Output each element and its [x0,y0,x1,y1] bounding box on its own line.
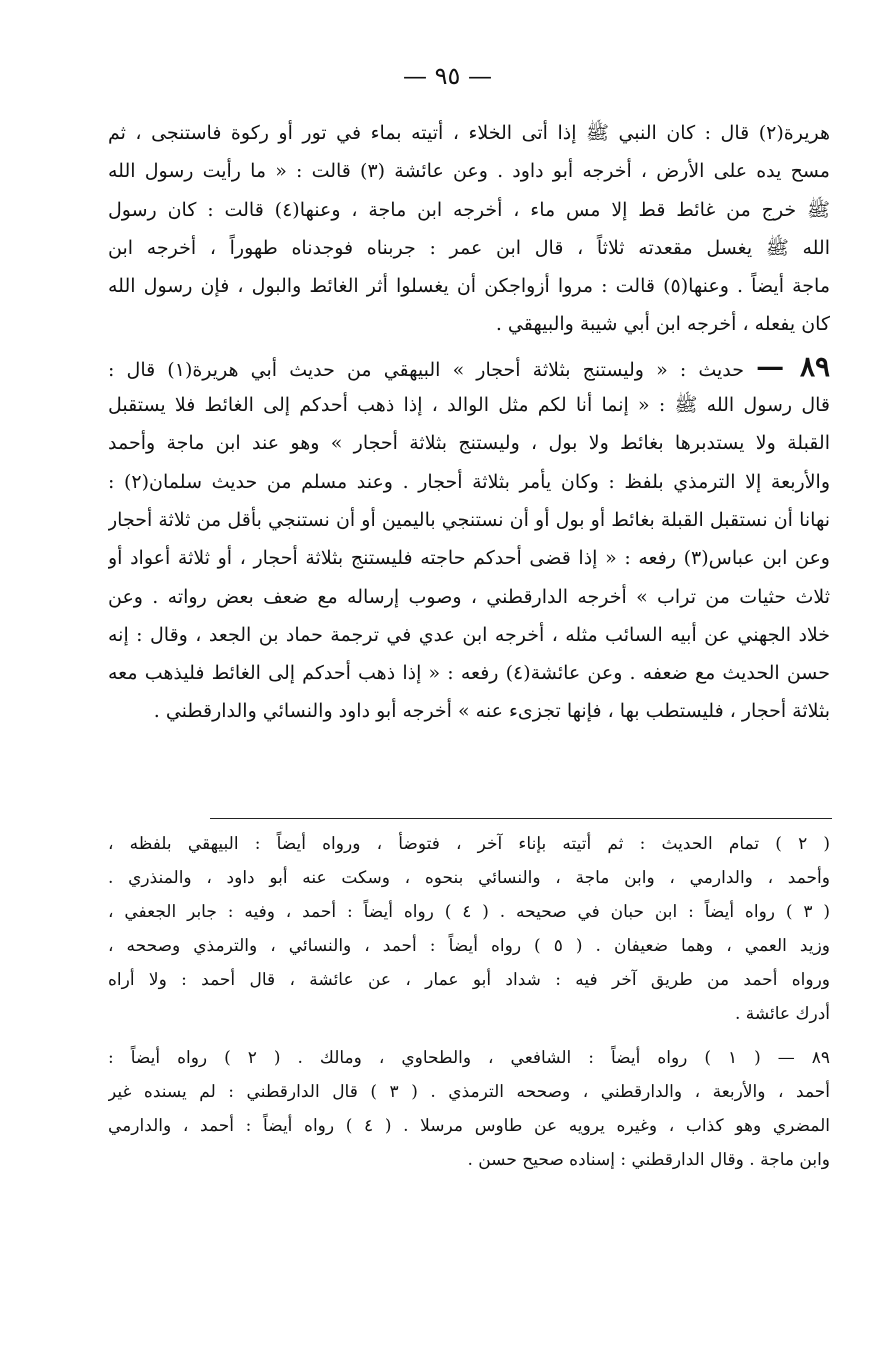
footnote-line: ( ٢ ) تمام الحديث : ثم أتيته بإناء آخر ، فتوضأ ، ورواه أيضاً : البيهقي بلفظه ، [108,834,830,854]
footnote-line: وأحمد ، والدارمي ، وابن ماجة ، والنسائي بنحوه ، وسكت عنه أبو داود ، والمنذري . [108,868,830,888]
text-line: ماجة أيضاً . وعنها(٥) قالت : مروا أزواجكن أن يغسلوا أثر الغائط والبول ، فإن رسول الله [108,275,830,298]
page-number: — ٩٥ — [402,62,493,90]
footnotes [108,827,830,1177]
text-line: مسح يده على الأرض ، أخرجه أبو داود . وعن عائشة (٣) قالت : « ما رأيت رسول الله [108,160,830,183]
footnote-line: وزيد العمي ، وهما ضعيفان . ( ٥ ) رواه أيضاً : أحمد ، والنسائي ، والترمذي وصححه ، [108,936,830,956]
footnote-line: ٨٩ — ( ١ ) رواه أيضاً : الشافعي ، والطحاوي ، ومالك . ( ٢ ) رواه أيضاً : [108,1048,830,1068]
footnote-line: المضري وهو كذاب ، وغيره يرويه عن طاوس مرسلا . ( ٤ ) رواه أيضاً : أحمد ، والدارمي [108,1116,830,1136]
text-line: قال رسول الله ﷺ : « إنما أنا لكم مثل الوالد ، إذا ذهب أحدكم إلى الغائط فلا يستقبل [108,394,830,417]
footnote-line: وابن ماجة . وقال الدارقطني : إسناده صحيح حسن . [467,1150,830,1170]
text-line: حديث : « وليستنج بثلاثة أحجار » البيهقي من حديث أبي هريرة(١) قال : [108,358,744,381]
text-line: نهانا أن نستقبل القبلة بغائط أو بول أو أن نستنجي باليمين أو أن نستنجي بأقل من ثلاثة أحجار [108,508,830,531]
text-line: القبلة ولا يستدبرها بغائط ولا بول ، وليستنج بثلاثة أحجار » وهو عند ابن ماجة وأحمد [108,432,830,455]
text-line: هريرة(٢) قال : كان النبي ﷺ إذا أتى الخلاء ، أتيته بماء في تور أو ركوة فاستنجى ، ثم [108,122,830,144]
main-text [108,114,830,731]
text-line: والأربعة إلا الترمذي بلفظ : وكان يأمر بثلاثة أحجار . وعند مسلم من حديث سلمان(٢) : [108,470,830,493]
footnote-divider [210,818,832,819]
text-line: كان يفعله ، أخرجه ابن أبي شيبة والبيهقي . [495,313,830,336]
text-line: الله ﷺ يغسل مقعدته ثلاثاً ، قال ابن عمر : جربناه فوجدناه طهوراً ، أخرجه ابن [108,236,830,259]
text-line: وعن ابن عباس(٣) رفعه : « إذا قضى أحدكم حاجته فليستنج بثلاثة أحجار ، أو ثلاثة أعواد أو [108,547,830,570]
footnote-line: ( ٣ ) رواه أيضاً : ابن حبان في صحيحه . ( ٤ ) رواه أيضاً : أحمد ، وفيه : جابر الجعفي ، [108,902,830,922]
text-line: حسن الحديث مع ضعفه . وعن عائشة(٤) رفعه : « إذا ذهب أحدكم إلى الغائط فليذهب معه [108,662,830,685]
footnote-line: ورواه أحمد من طريق آخر فيه : شداد أبو عمار ، عن عائشة ، قال أحمد : ولا أراه [108,970,830,990]
text-line: خلاد الجهني عن أبيه السائب مثله ، أخرجه ابن عدي في ترجمة حماد بن الجعد ، وقال : إنه [108,623,830,646]
footnote-line: أدرك عائشة . [734,1004,830,1024]
text-line: ﷺ خرج من غائط قط إلا مس ماء ، أخرجه ابن ماجة ، وعنها(٤) قالت : كان رسول [108,198,830,221]
text-line-with-number [108,348,830,386]
text-line: ثلاث حثيات من تراب » أخرجه الدارقطني ، وصوب إرساله مع ضعف بعض رواته . وعن [108,585,830,608]
text-line: بثلاثة أحجار ، فليستطب بها ، فإنها تجزىء عنه » أخرجه أبو داود والنسائي والدارقطني . [153,700,830,723]
footnote-line: أحمد ، والأربعة ، والدارقطني ، وصححه الترمذي . ( ٣ ) قال الدارقطني : لم يسنده غير [108,1082,830,1102]
hadith-number: ٨٩ — [756,349,830,383]
